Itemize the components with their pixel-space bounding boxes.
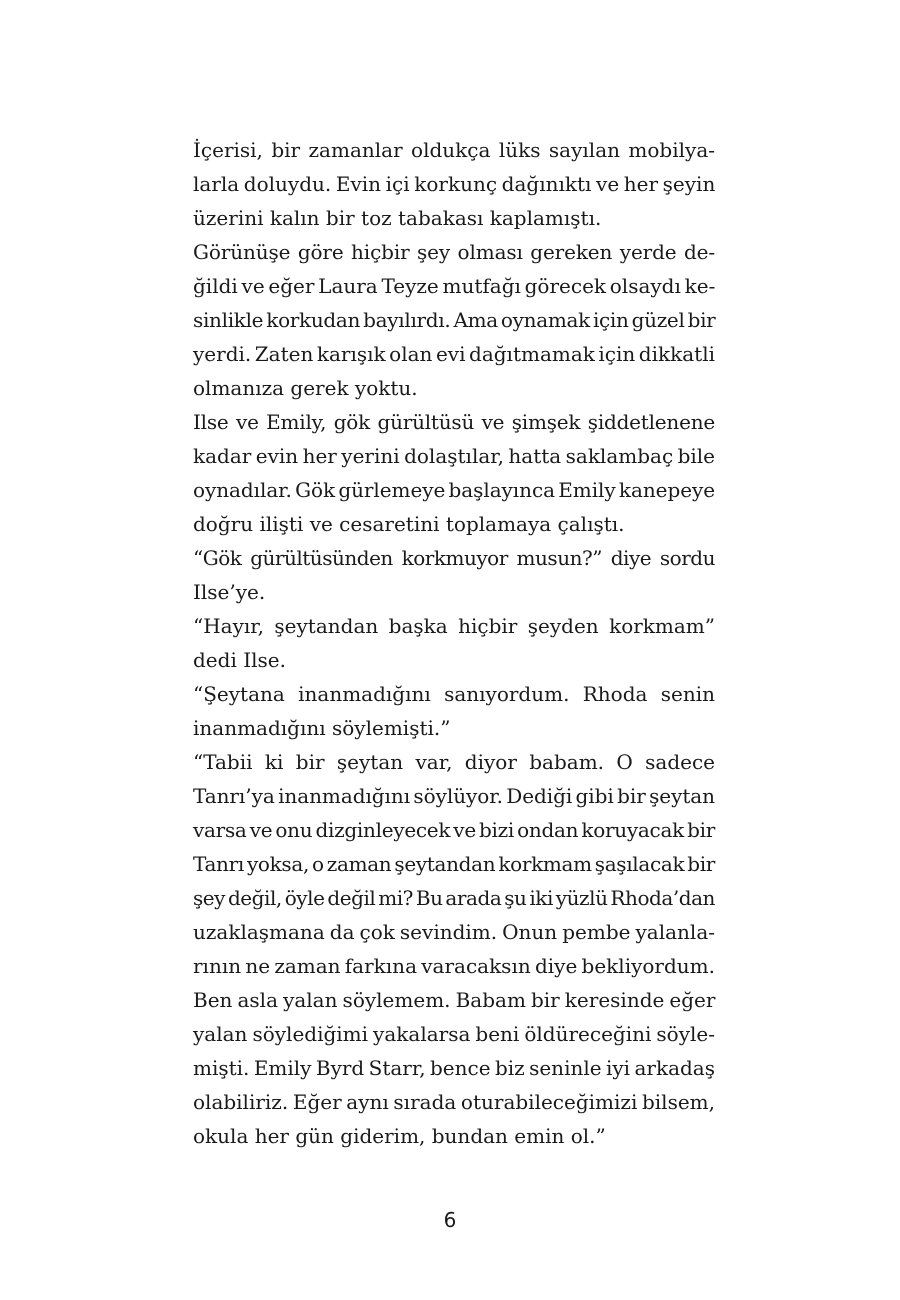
text-line: “Tabii ki bir şeytan var, diyor babam. O sadece <box>193 750 715 774</box>
paragraph <box>163 405 715 541</box>
text-line: yerdi. Zaten karışık olan evi dağıtmamak için dikkatli <box>193 342 715 366</box>
text-line: şey değil, öyle değil mi? Bu arada şu iki yüzlü Rhoda’dan <box>193 886 715 910</box>
text-line: üzerini kalın bir toz tabakası kaplamıştı. <box>193 206 602 230</box>
page-number: 6 <box>443 1208 457 1232</box>
paragraph <box>163 133 715 235</box>
text-line: larla doluydu. Evin içi korkunç dağınıktı ve her şeyin <box>193 172 716 196</box>
paragraph <box>163 609 715 677</box>
text-line: kadar evin her yerini dolaştılar, hatta saklambaç bile <box>193 444 715 468</box>
text-line: ğildi ve eğer Laura Teyze mutfağı görecek olsaydı ke- <box>193 274 716 298</box>
text-line: sinlikle korkudan bayılırdı. Ama oynamak için güzel bir <box>193 308 716 332</box>
paragraph <box>163 541 715 609</box>
text-line: okula her gün giderim, bundan emin ol.” <box>193 1124 606 1148</box>
text-line: “Gök gürültüsünden korkmuyor musun?” diye sordu <box>193 546 715 570</box>
text-line: Tanrı’ya inanmadığını söylüyor. Dediği gibi bir şeytan <box>193 784 715 808</box>
text-line: inanmadığını söylemişti.” <box>193 716 451 740</box>
text-line: Ilse’ye. <box>193 580 266 604</box>
text-line: olabiliriz. Eğer aynı sırada oturabileceğimizi bilsem, <box>193 1090 715 1114</box>
text-line: oynadılar. Gök gürlemeye başlayınca Emily kanepeye <box>193 478 715 502</box>
text-line: dedi Ilse. <box>193 648 286 672</box>
text-line: Tanrı yoksa, o zaman şeytandan korkmam şaşılacak bir <box>193 852 716 876</box>
text-line: uzaklaşmana da çok sevindim. Onun pembe yalanla- <box>193 920 715 944</box>
text-line: rının ne zaman farkına varacaksın diye bekliyordum. <box>193 954 715 978</box>
text-line: olmanıza gerek yoktu. <box>193 376 418 400</box>
body-text <box>163 133 715 1153</box>
paragraph <box>163 745 715 1153</box>
text-line: doğru ilişti ve cesaretini toplamaya çalıştı. <box>193 512 625 536</box>
paragraph <box>163 677 715 745</box>
text-line: Görünüşe göre hiçbir şey olması gereken yerde de- <box>193 240 715 264</box>
text-line: “Şeytana inanmadığını sanıyordum. Rhoda senin <box>193 682 715 706</box>
text-line: Ben asla yalan söylemem. Babam bir keresinde eğer <box>193 988 716 1012</box>
text-line: yalan söylediğimi yakalarsa beni öldüreceğini söyle- <box>193 1022 715 1046</box>
text-line: “Hayır, şeytandan başka hiçbir şeyden korkmam” <box>193 614 715 638</box>
text-line: varsa ve onu dizginleyecek ve bizi ondan koruyacak bir <box>193 818 715 842</box>
text-line: İçerisi, bir zamanlar oldukça lüks sayılan mobilya- <box>193 138 715 162</box>
paragraph <box>163 235 715 405</box>
text-line: Ilse ve Emily, gök gürültüsü ve şimşek şiddetlenene <box>193 410 715 434</box>
text-line: mişti. Emily Byrd Starr, bence biz seninle iyi arkadaş <box>193 1056 715 1080</box>
